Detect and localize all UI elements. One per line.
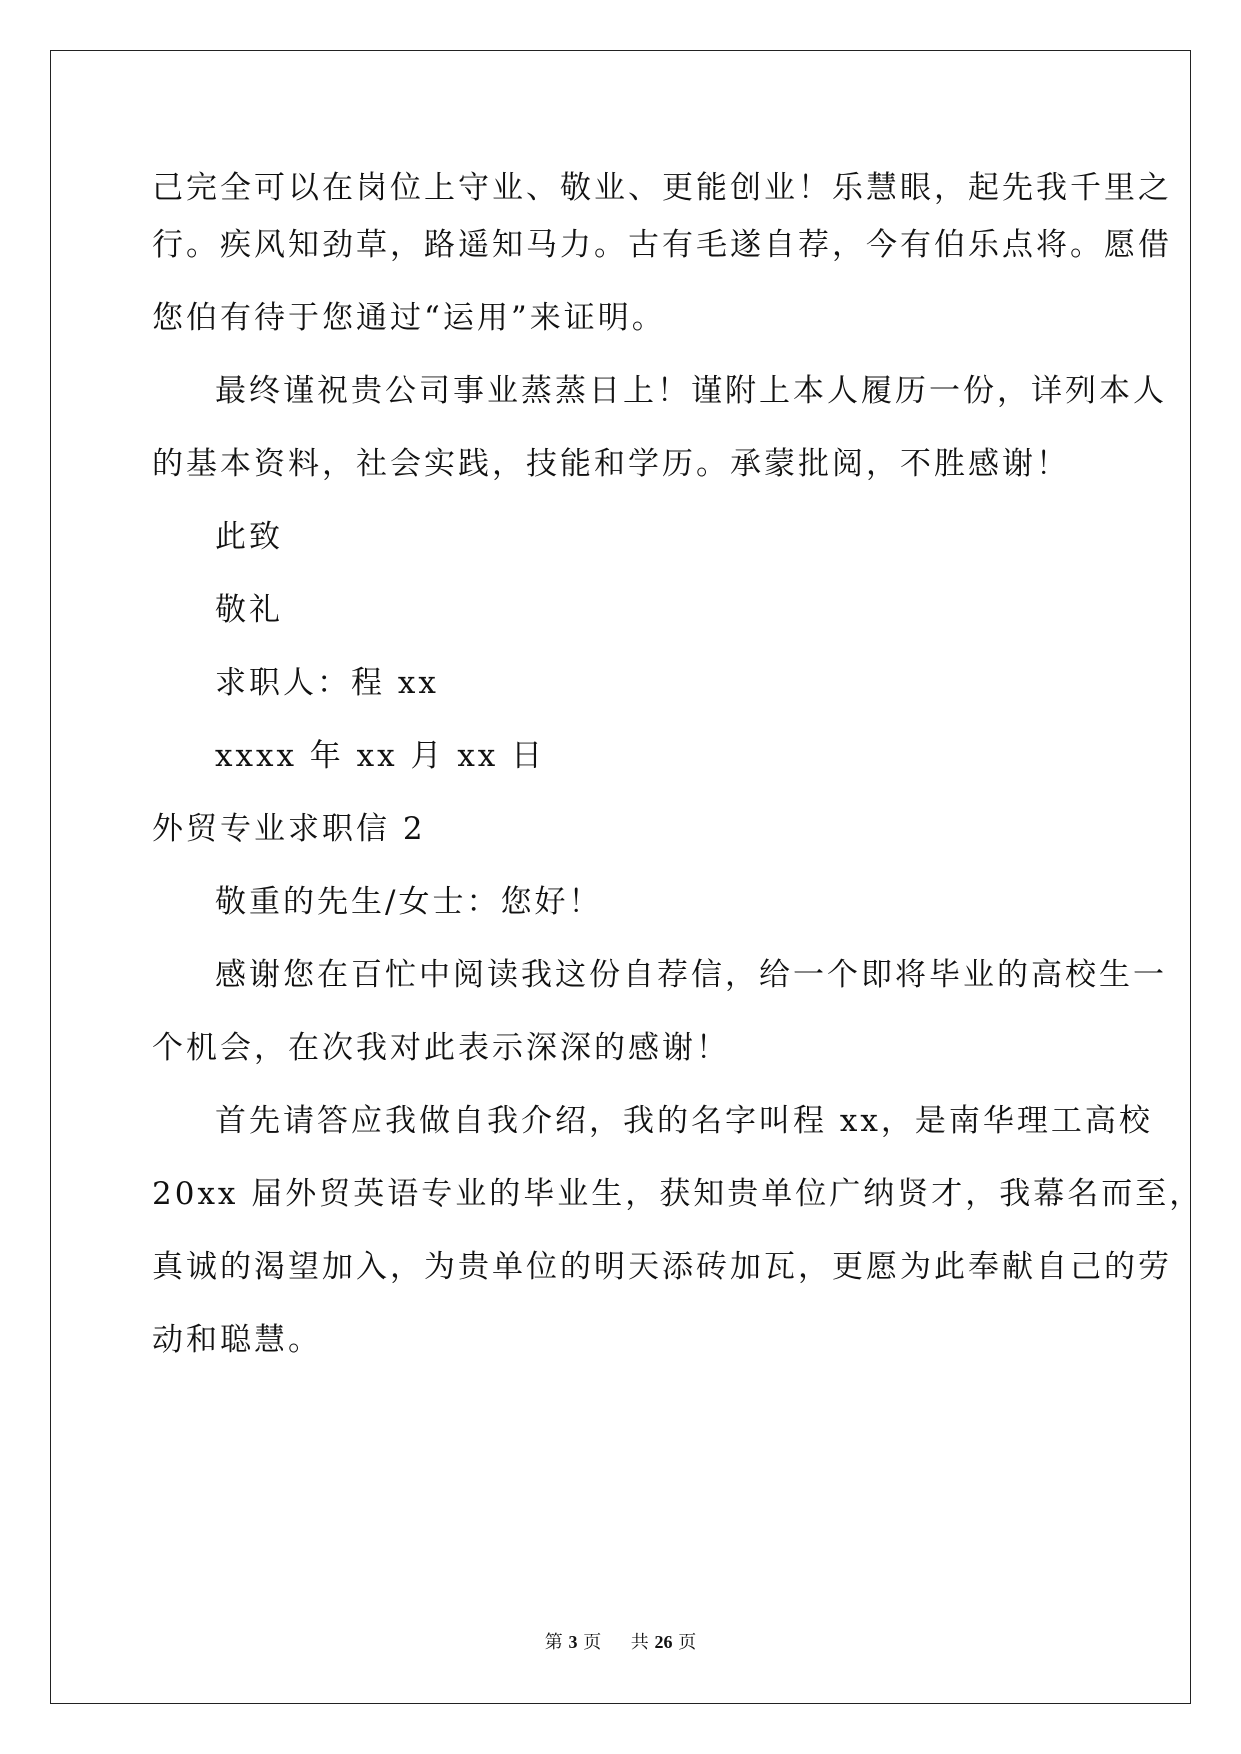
body-line: 己完全可以在岗位上守业、敬业、更能创业！乐慧眼，起先我千里之 (152, 170, 1172, 206)
date-line: xxxx 年 xx 月 xx 日 (215, 738, 546, 774)
total-prefix: 共 (630, 1632, 649, 1653)
section-heading: 外贸专业求职信 2 (152, 811, 426, 847)
body-line: 行。疾风知劲草，路遥知马力。古有毛遂自荐，今有伯乐点将。愿借 (152, 227, 1172, 263)
greeting-line: 敬重的先生/女士：您好！ (215, 884, 603, 920)
page-prefix: 第 (544, 1632, 563, 1653)
body-line: 的基本资料，社会实践，技能和学历。承蒙批阅，不胜感谢！ (152, 446, 1070, 482)
page-current: 3 (568, 1632, 578, 1652)
closing-regards: 敬礼 (215, 592, 283, 628)
body-line: 首先请答应我做自我介绍，我的名字叫程 xx，是南华理工高校 (215, 1103, 1153, 1139)
total-unit: 页 (678, 1632, 697, 1653)
page-unit: 页 (583, 1632, 602, 1653)
body-line: 动和聪慧。 (152, 1322, 322, 1358)
signature-line: 求职人：程 xx (215, 665, 439, 701)
body-line: 真诚的渴望加入，为贵单位的明天添砖加瓦，更愿为此奉献自己的劳 (152, 1249, 1172, 1285)
body-line: 最终谨祝贵公司事业蒸蒸日上！谨附上本人履历一份，详列本人 (215, 373, 1167, 409)
body-line: 个机会，在次我对此表示深深的感谢！ (152, 1030, 730, 1066)
body-line: 20xx 届外贸英语专业的毕业生，获知贵单位广纳贤才，我幕名而至， (152, 1176, 1204, 1212)
closing-salutation: 此致 (215, 519, 283, 555)
page-total: 26 (654, 1632, 673, 1652)
page-footer (0, 1630, 1241, 1655)
body-line: 感谢您在百忙中阅读我这份自荐信，给一个即将毕业的高校生一 (215, 957, 1167, 993)
body-line: 您伯有待于您通过“运用”来证明。 (152, 300, 666, 336)
